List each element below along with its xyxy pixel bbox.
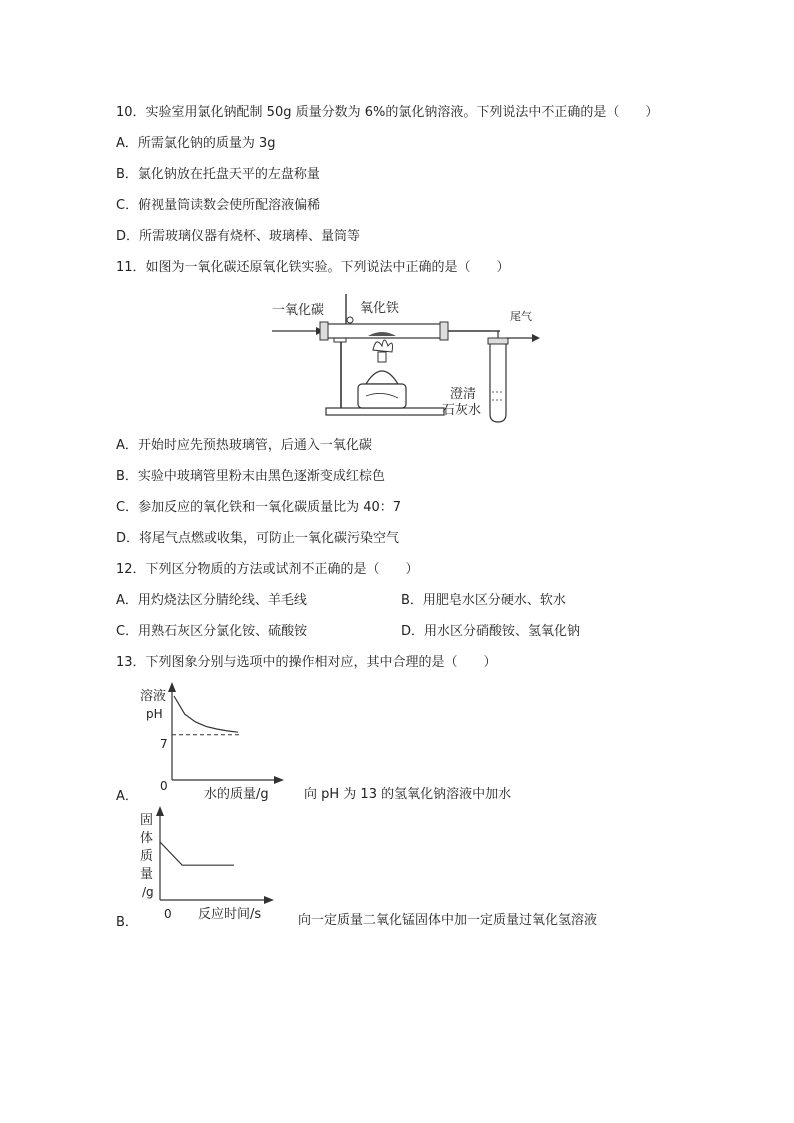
alcohol-lamp (366, 371, 398, 384)
stand-base (326, 408, 444, 415)
left-stopper (320, 322, 328, 340)
question-11-option-d: D．将尾气点燃或收集，可防止一氧化碳污染空气 (116, 531, 400, 546)
graph-a-xlabel: 水的质量/g (204, 787, 269, 802)
question-13-option-a-text: 向 pH 为 13 的氢氧化钠溶液中加水 (304, 787, 512, 802)
right-stopper (440, 322, 448, 340)
fe2o3-label: 氧化铁 (360, 301, 400, 316)
limewater-label-line1: 澄清 (450, 387, 477, 402)
question-11-option-a: A．开始时应先预热玻璃管，后通入一氧化碳 (116, 438, 372, 453)
graph-a-tick-7: 7 (160, 737, 168, 751)
graph-b-ylabel-char3: 质 (140, 849, 154, 864)
question-11-stem: 11．如图为一氧化碳还原氧化铁实验。下列说法中正确的是（ ） (116, 260, 510, 275)
graph-a-tick-0: 0 (160, 779, 168, 793)
question-10-option-b: B．氯化钠放在托盘天平的左盘称量 (116, 167, 320, 182)
graph-b-tick-0: 0 (164, 907, 172, 921)
question-13-option-a-letter: A． (116, 789, 138, 804)
co-label: 一氧化碳 (272, 303, 325, 318)
question-12-option-a: A．用灼烧法区分腈纶线、羊毛线 (116, 593, 307, 608)
flame (373, 340, 393, 352)
graph-b-ylabel-char4: 量 (140, 867, 154, 882)
graph-b-solid-mass-vs-time (136, 806, 276, 926)
question-12-option-d: D．用水区分硝酸铵、氢氧化钠 (401, 624, 581, 639)
question-10-option-d: D．所需玻璃仪器有烧杯、玻璃棒、量筒等 (116, 229, 361, 244)
question-10-option-c: C．俯视量筒读数会使所配溶液偏稀 (116, 198, 321, 213)
question-12-option-c: C．用熟石灰区分氯化铵、硫酸铵 (116, 624, 308, 639)
graph-b-ylabel-char1: 固 (140, 813, 154, 828)
graph-a-ph-vs-water (138, 680, 288, 808)
test-tube (490, 342, 506, 422)
graph-b-ylabel-char2: 体 (140, 831, 154, 846)
question-12-option-b: B．用肥皂水区分硬水、软水 (401, 593, 566, 608)
limewater-label-line2: 石灰水 (442, 403, 482, 418)
question-13-stem: 13．下列图象分别与选项中的操作相对应，其中合理的是（ ） (116, 655, 497, 670)
tail-gas-label: 尾气 (510, 310, 532, 323)
graph-a-ylabel-line2: pH (146, 707, 163, 721)
graph-b-ylabel-unit: /g (142, 885, 154, 899)
graph-b-curve (160, 842, 234, 865)
question-12-stem: 12．下列区分物质的方法或试剂不正确的是（ ） (116, 562, 419, 577)
question-13-option-b-text: 向一定质量二氧化锰固体中加一定质量过氧化氢溶液 (298, 913, 598, 928)
question-11-option-b: B．实验中玻璃管里粉末由黑色逐渐变成红棕色 (116, 469, 385, 484)
question-10-stem: 10．实验室用氯化钠配制 50g 质量分数为 6%的氯化钠溶液。下列说法中不正确的是（ ） (116, 105, 659, 120)
graph-a-ylabel-line1: 溶液 (140, 689, 167, 704)
question-10-option-a: A．所需氯化钠的质量为 3g (116, 136, 276, 151)
co-reduction-apparatus-figure (270, 286, 550, 428)
question-13-option-b-letter: B． (116, 915, 138, 930)
graph-b-xlabel: 反应时间/s (198, 907, 262, 922)
question-11-option-c: C．参加反应的氧化铁和一氧化碳质量比为 40：7 (116, 500, 402, 515)
graph-a-curve (174, 696, 238, 732)
